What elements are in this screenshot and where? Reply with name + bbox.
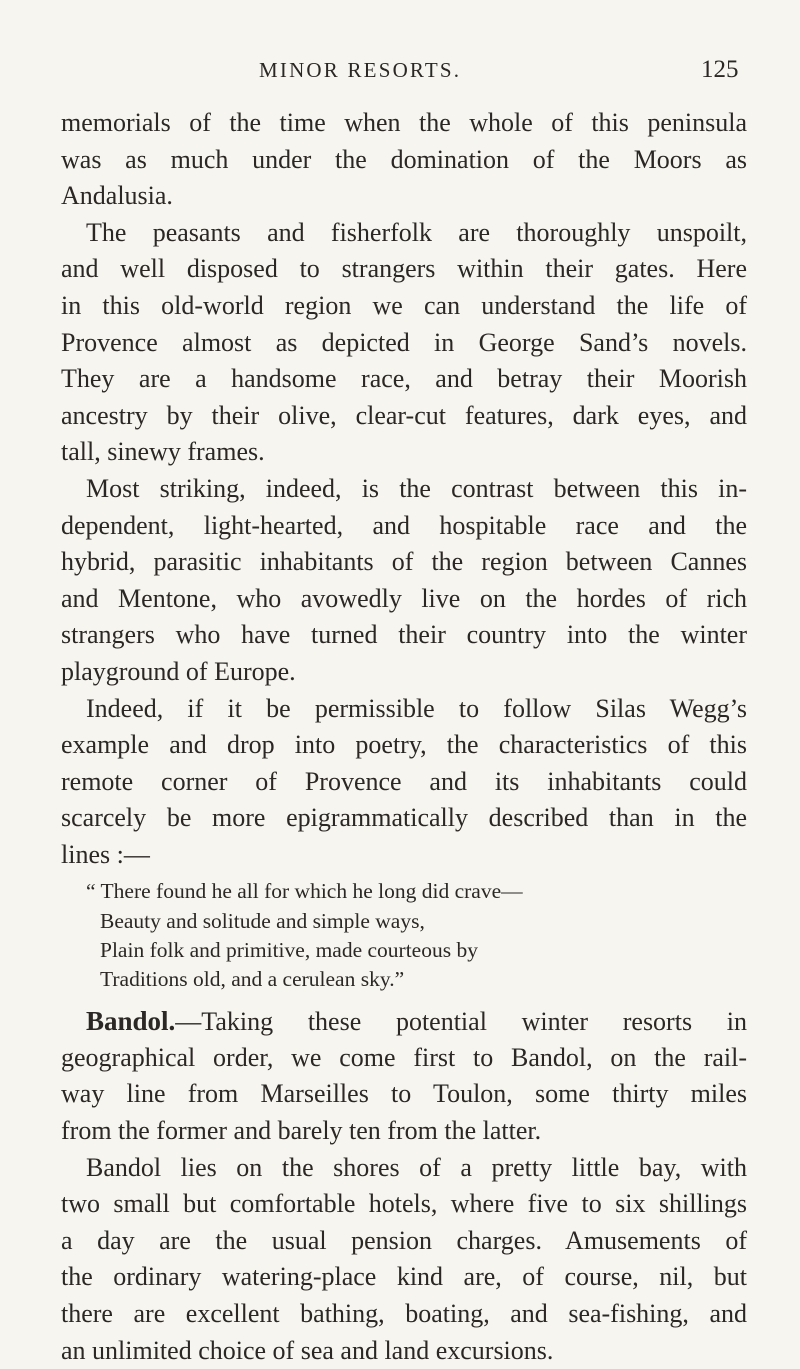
paragraph-2	[61, 215, 747, 471]
text-line: and Mentone, who avowedly live on the hordes of rich	[61, 583, 747, 613]
paragraph-1	[61, 105, 747, 215]
text-line: way line from Marseilles to Toulon, some thirty miles	[61, 1079, 747, 1109]
text-line: the ordinary watering-place kind are, of course, nil, but	[61, 1262, 747, 1292]
text-line: two small but comfortable hotels, where five to six shillings	[61, 1189, 747, 1219]
paragraph-5	[61, 1003, 747, 1149]
text-line: lines :—	[61, 839, 150, 869]
text-line: a day are the usual pension charges. Amusements of	[61, 1225, 747, 1255]
verse-line: Plain folk and primitive, made courteous by	[100, 937, 478, 962]
running-head	[0, 56, 800, 96]
text-line: there are excellent bathing, boating, and sea-fishing, and	[61, 1298, 747, 1328]
page-number: 125	[701, 56, 739, 83]
text-line: memorials of the time when the whole of this peninsula	[61, 108, 747, 137]
verse-line: Traditions old, and a cerulean sky.”	[100, 967, 405, 992]
text-run: —Taking these potential winter resorts in	[175, 1007, 747, 1037]
text-line: ancestry by their olive, clear-cut features, dark eyes, and	[61, 400, 747, 430]
text-line: dependent, light-hearted, and hospitable race and the	[61, 510, 747, 540]
text-line: strangers who have turned their country into the winter	[61, 620, 747, 650]
text-line: was as much under the domination of the Moors as	[61, 144, 747, 174]
section-heading-bandol: Bandol.	[86, 1006, 176, 1037]
paragraph-4	[61, 691, 747, 874]
text-line: Most striking, indeed, is the contrast between this in-	[86, 473, 747, 503]
text-line: Andalusia.	[61, 181, 173, 211]
text-line: an unlimited choice of sea and land excursions.	[61, 1335, 554, 1365]
text-line: hybrid, parasitic inhabitants of the region between Cannes	[61, 547, 747, 577]
text-line: example and drop into poetry, the characteristics of this	[61, 730, 747, 760]
text-line: playground of Europe.	[61, 656, 296, 686]
text-line: scarcely be more epigrammatically described than in the	[61, 803, 747, 833]
running-title: MINOR RESORTS.	[259, 58, 462, 82]
text-line: tall, sinewy frames.	[61, 437, 265, 467]
paragraph-6	[61, 1150, 747, 1369]
body-text	[61, 105, 747, 1369]
text-line: Indeed, if it be permissible to follow Silas Wegg’s	[86, 693, 747, 723]
text-line: in this old-world region we can understand the life of	[61, 290, 747, 320]
text-line: remote corner of Provence and its inhabitants could	[61, 766, 747, 796]
text-line: from the former and barely ten from the latter.	[61, 1116, 542, 1145]
text-line: They are a handsome race, and betray their Moorish	[61, 364, 747, 394]
text-line: The peasants and fisherfolk are thoroughly unspoilt,	[86, 217, 747, 247]
paragraph-3	[61, 471, 747, 691]
verse-line: Beauty and solitude and simple ways,	[100, 908, 425, 933]
text-line: Provence almost as depicted in George Sand’s novels.	[61, 327, 747, 357]
text-line: and well disposed to strangers within their gates. Here	[61, 254, 747, 284]
verse-line: “ There found he all for which he long did crave—	[86, 879, 523, 904]
text-line: geographical order, we come first to Bandol, on the rail-	[61, 1042, 747, 1072]
verse-quotation	[61, 877, 747, 994]
text-line	[61, 1003, 747, 1040]
text-line: Bandol lies on the shores of a pretty little bay, with	[86, 1152, 747, 1182]
